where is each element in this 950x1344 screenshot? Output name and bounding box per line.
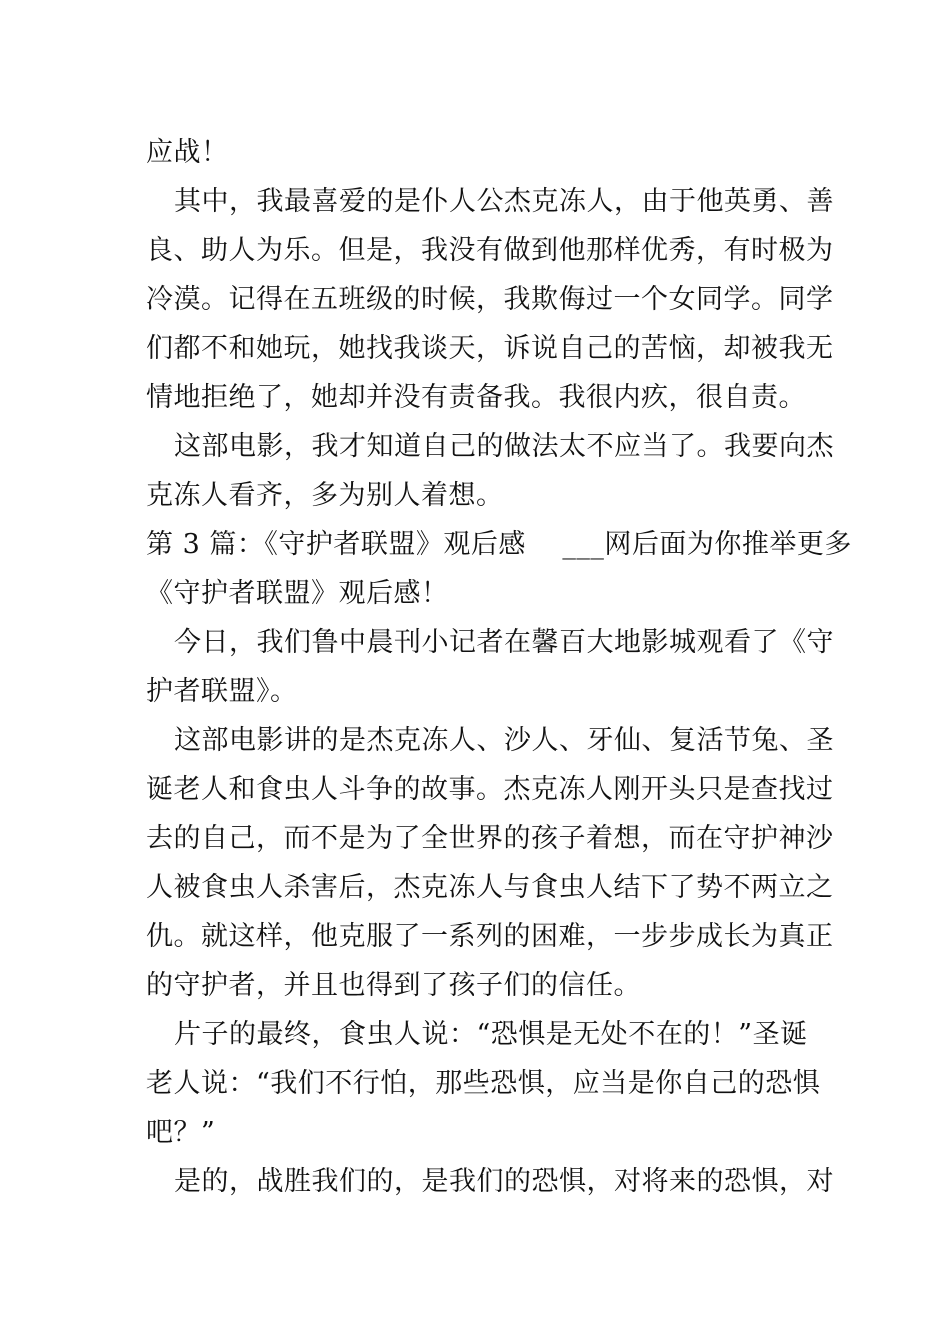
section-heading-line: 《守护者联盟》观后感！ [146,578,449,609]
text-line: 仇。就这样，他克服了一系列的困难，一步步成长为真正 [146,921,834,952]
paragraph-first-line: 其中，我最喜爱的是仆人公杰克冻人，由于他英勇、善 [174,186,834,217]
text-line: 人被食虫人杀害后，杰克冻人与食虫人结下了势不两立之 [146,872,834,903]
text-line: 冷漠。记得在五班级的时候，我欺侮过一个女同学。同学 [146,284,834,315]
text-line: 情地拒绝了，她却并没有责备我。我很内疚，很自责。 [146,382,806,413]
section-heading-line: 第 3 篇：《守护者联盟》观后感 ___网后面为你推举更多 [146,529,852,560]
text-line: 良、助人为乐。但是，我没有做到他那样优秀，有时极为 [146,235,834,266]
paragraph-first-line: 今日，我们鲁中晨刊小记者在馨百大地影城观看了《守 [174,627,834,658]
text-line: 吧？” [146,1117,216,1148]
text-line: 的守护者，并且也得到了孩子们的信任。 [146,970,641,1001]
paragraph-first-line: 这部电影，我才知道自己的做法太不应当了。我要向杰 [174,431,834,462]
paragraph-first-line: 这部电影讲的是杰克冻人、沙人、牙仙、复活节兔、圣 [174,725,834,756]
text-line: 应战！ [146,137,229,168]
text-line: 克冻人看齐，多为别人着想。 [146,480,504,511]
paragraph-first-line: 是的，战胜我们的，是我们的恐惧，对将来的恐惧，对 [174,1166,834,1197]
text-line: 去的自己，而不是为了全世界的孩子着想，而在守护神沙 [146,823,834,854]
paragraph-first-line: 片子的最终，食虫人说：“恐惧是无处不在的！”圣诞 [174,1019,808,1050]
text-line: 老人说：“我们不行怕，那些恐惧，应当是你自己的恐惧 [146,1068,821,1099]
text-line: 们都不和她玩，她找我谈天，诉说自己的苦恼，却被我无 [146,333,834,364]
text-line: 护者联盟》。 [146,676,298,707]
text-line: 诞老人和食虫人斗争的故事。杰克冻人刚开头只是查找过 [146,774,834,805]
